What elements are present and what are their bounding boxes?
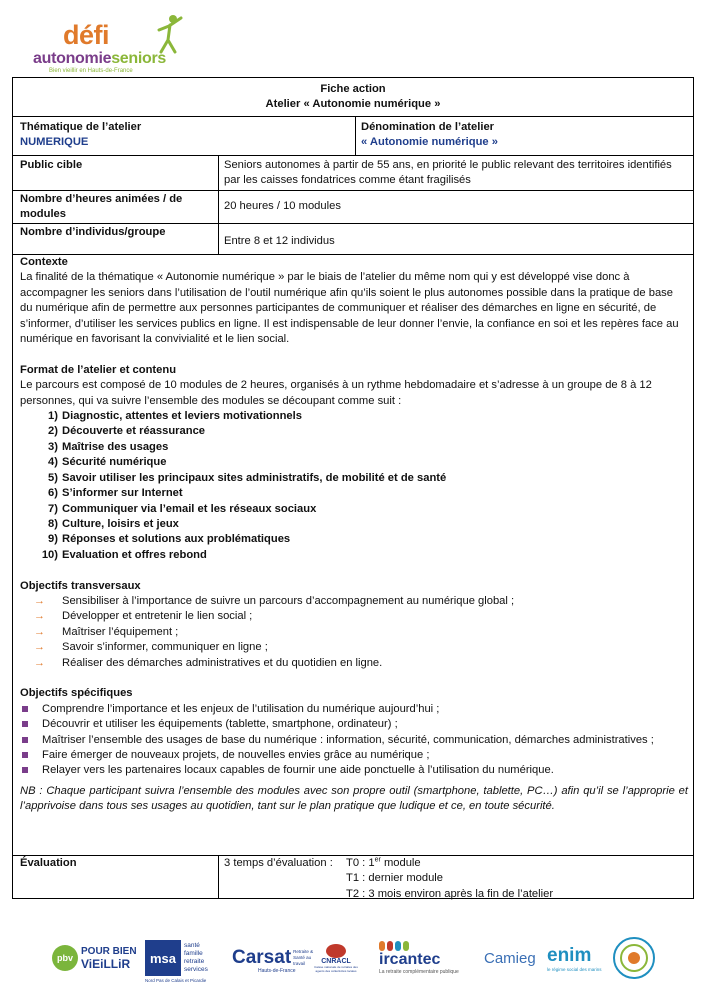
sheet-subtitle: Atelier « Autonomie numérique » xyxy=(265,98,441,111)
module-item xyxy=(20,409,688,424)
transversaux-list xyxy=(20,594,688,671)
evaluation-steps xyxy=(346,856,553,902)
round-seal-icon xyxy=(612,936,656,980)
public-label: Public cible xyxy=(20,159,83,171)
title-row xyxy=(13,78,693,117)
nb-note: NB : Chaque participant suivra l’ensemble des modules avec son propre outil (smartphone, tablette, PC…) afin qu’il se l’approprie et l’apprivoise dans tous ses usages au quotidien, tant sur le plan pratique que ludique et ce, en toute sécurité. xyxy=(20,784,688,813)
module-item xyxy=(20,517,688,532)
logo-tagline: Bien vieillir en Hauts-de-France xyxy=(49,68,133,74)
list-item-text: Réaliser des démarches administratives et du quotidien en ligne. xyxy=(62,656,383,669)
module-number: 9) xyxy=(48,533,58,546)
module-number: 2) xyxy=(48,425,58,438)
list-item xyxy=(20,748,688,763)
list-item xyxy=(20,717,688,732)
msa-line: retraite xyxy=(184,958,205,965)
arrow-icon: → xyxy=(34,641,45,654)
ircantec-wordmark: ircantec xyxy=(379,951,441,968)
fiche-action-table xyxy=(12,77,694,899)
carsat-sub: Hauts-de-France xyxy=(258,968,296,974)
logo-line2-a: autonomie xyxy=(33,50,112,67)
arrow-icon: → xyxy=(34,610,45,623)
content-block xyxy=(13,255,693,856)
module-number: 10) xyxy=(41,548,58,561)
list-item-text: Découvrir et utiliser les équipements (tablette, smartphone, ordinateur) ; xyxy=(42,718,398,731)
pbv-badge-icon: pbv xyxy=(52,945,78,971)
module-label: Culture, loisirs et jeux xyxy=(62,517,179,530)
camieg-wordmark: Camieg xyxy=(484,949,536,967)
t0-text: T0 : 1 xyxy=(346,857,375,869)
partner-logos xyxy=(52,930,667,986)
module-label: S’informer sur Internet xyxy=(62,487,183,500)
senior-figure-icon xyxy=(155,14,185,54)
thematique-cell xyxy=(20,120,141,151)
carsat-side: Retraite & Santé au travail xyxy=(293,949,314,966)
t0-sup: er xyxy=(374,856,381,864)
module-number: 4) xyxy=(48,456,58,469)
cnracl-wordmark: CNRACL xyxy=(321,957,351,965)
individus-value: Entre 8 et 12 individus xyxy=(224,235,335,247)
module-item xyxy=(20,424,688,439)
list-item xyxy=(20,702,688,717)
evaluation-t1: T1 : dernier module xyxy=(346,872,444,885)
pbv-line1: POUR BIEN xyxy=(81,946,137,957)
list-item xyxy=(20,594,688,609)
module-item xyxy=(20,471,688,486)
module-label: Savoir utiliser les principaux sites administratifs, de mobilité et de santé xyxy=(62,471,447,484)
module-number: 6) xyxy=(48,487,58,500)
arrow-icon: → xyxy=(34,625,45,638)
heures-value: 20 heures / 10 modules xyxy=(224,200,341,212)
thematique-value: NUMERIQUE xyxy=(20,136,89,149)
sheet-title: Fiche action xyxy=(320,83,386,95)
evaluation-label: Évaluation xyxy=(20,857,77,869)
denomination-label: Dénomination de l’atelier xyxy=(361,121,495,133)
content-inner xyxy=(20,255,688,815)
individus-row xyxy=(13,224,693,255)
individus-label: Nombre d’individus/groupe xyxy=(20,226,166,238)
list-item xyxy=(20,656,688,671)
module-label: Découverte et réassurance xyxy=(62,425,206,438)
column-divider xyxy=(218,156,219,190)
evaluation-t0 xyxy=(346,856,553,871)
list-item xyxy=(20,733,688,748)
square-bullet-icon xyxy=(22,706,28,712)
carsat-logo xyxy=(232,930,317,986)
module-item xyxy=(20,532,688,547)
msa-mark-icon: msa xyxy=(145,940,181,976)
evaluation-t2: T2 : 3 mois environ après la fin de l’atelier xyxy=(346,887,554,900)
public-value: Seniors autonomes à partir de 55 ans, en priorité le public relevant des territoires identifiés par les caisses fondatrices comme étant fragilisés xyxy=(224,159,672,187)
ircantec-sub: La retraite complémentaire publique xyxy=(379,969,459,975)
enim-wordmark: enim xyxy=(547,944,592,966)
carsat-wordmark: Carsat xyxy=(232,947,292,968)
square-bullet-icon xyxy=(22,721,28,727)
contexte-text: La finalité de la thématique « Autonomie numérique » par le biais de l’atelier du même nom qui y est développé vise donc à accompagner les seniors dans l’utilisation de l’outil numérique afin qu’ils soient le plus autonomes possible dans la pratique de base du numérique afin de permettre aux personnes participantes de communiquer et réaliser des démarches en ligne en sécurité, de s’informer, d’utiliser les services publics en ligne. Il est indispensable de leur donner l’envie, la confiance en soi et les repères face au numérique en favorisant la convivialité et le lien social. xyxy=(20,271,679,346)
column-divider xyxy=(218,856,219,899)
column-divider xyxy=(355,117,356,155)
module-label: Communiquer via l’email et les réseaux sociaux xyxy=(62,502,317,515)
list-item-text: Relayer vers les partenaires locaux capables de fournir une aide ponctuelle à l’utilisation du numérique. xyxy=(42,764,554,777)
list-item-text: Développer et entretenir le lien social ; xyxy=(62,610,253,623)
module-number: 1) xyxy=(48,410,58,423)
list-item-text: Comprendre l’importance et les enjeux de l’utilisation du numérique aujourd’hui ; xyxy=(42,702,440,715)
list-item-text: Sensibiliser à l’importance de suivre un parcours d’accompagnement au numérique global ; xyxy=(62,594,515,607)
format-title: Format de l’atelier et contenu xyxy=(20,363,177,376)
module-label: Réponses et solutions aux problématiques xyxy=(62,533,291,546)
module-number: 5) xyxy=(48,471,58,484)
module-number: 8) xyxy=(48,517,58,530)
pbv-line2: ViEiLLiR xyxy=(81,957,131,971)
cnracl-sub: Caisse nationale de retraites des agents des collectivités locales xyxy=(314,964,358,973)
list-item-text: Savoir s’informer, communiquer en ligne ; xyxy=(62,641,268,654)
logo-line2-b: seniors xyxy=(111,50,167,67)
defi-autonomie-seniors-logo xyxy=(33,14,193,76)
module-label: Evaluation et offres rebond xyxy=(62,548,207,561)
logo-line2 xyxy=(33,50,166,68)
camieg-logo xyxy=(484,930,536,986)
t0-text-end: module xyxy=(380,857,421,869)
list-item xyxy=(20,609,688,624)
heures-label: Nombre d’heures animées / de modules xyxy=(20,193,183,221)
denomination-cell xyxy=(361,120,498,151)
list-item-text: Maîtriser l’ensemble des usages de base du numérique : information, sécurité, communication, démarches administratives ; xyxy=(42,733,654,746)
list-item xyxy=(20,763,688,778)
pbv-text xyxy=(81,946,137,970)
cnracl-logo xyxy=(314,930,358,986)
module-number: 3) xyxy=(48,440,58,453)
arrow-icon: → xyxy=(34,656,45,669)
msa-line: services xyxy=(184,966,208,973)
msa-line: santé xyxy=(184,942,200,949)
msa-sub: Nord Pas de Calais et Picardie xyxy=(145,978,207,983)
module-label: Sécurité numérique xyxy=(62,456,167,469)
seal-logo xyxy=(612,930,656,986)
msa-logo xyxy=(145,930,208,986)
arrow-icon: → xyxy=(34,594,45,607)
transversaux-title: Objectifs transversaux xyxy=(20,579,141,592)
module-label: Maîtrise des usages xyxy=(62,440,169,453)
ircantec-figures-icon xyxy=(379,941,409,951)
square-bullet-icon xyxy=(22,752,28,758)
evaluation-row xyxy=(13,856,693,899)
msa-line: famille xyxy=(184,950,203,957)
square-bullet-icon xyxy=(22,767,28,773)
module-number: 7) xyxy=(48,502,58,515)
enim-sub: le régime social des marins xyxy=(547,966,602,972)
evaluation-intro: 3 temps d’évaluation : xyxy=(224,857,333,869)
enim-logo xyxy=(547,930,602,986)
list-item-text: Faire émerger de nouveaux projets, de nouvelles envies grâce au numérique ; xyxy=(42,749,430,761)
thematique-label: Thématique de l’atelier xyxy=(20,121,142,133)
logo-line1: défi xyxy=(63,20,110,50)
list-item xyxy=(20,625,688,640)
ircantec-logo xyxy=(379,930,459,986)
column-divider xyxy=(218,191,219,223)
denomination-value: « Autonomie numérique » xyxy=(361,136,498,149)
module-label: Diagnostic, attentes et leviers motivationnels xyxy=(62,410,302,423)
cnracl-emblem-icon xyxy=(326,944,346,958)
module-list xyxy=(20,409,688,563)
list-item-text: Maîtriser l’équipement ; xyxy=(62,625,179,638)
specifiques-list xyxy=(20,702,688,779)
specifiques-title: Objectifs spécifiques xyxy=(20,687,133,700)
thematique-row xyxy=(13,117,693,156)
heures-row xyxy=(13,191,693,224)
module-item xyxy=(20,486,688,501)
format-intro: Le parcours est composé de 10 modules de 2 heures, organisés à un rythme hebdomadaire et s’adresse à un groupe de 8 à 12 personnes, qui va suivre l’ensemble des modules se découpant comme suit : xyxy=(20,379,652,407)
module-item xyxy=(20,502,688,517)
list-item xyxy=(20,640,688,655)
module-item xyxy=(20,455,688,470)
square-bullet-icon xyxy=(22,737,28,743)
msa-text xyxy=(184,942,208,974)
module-item xyxy=(20,440,688,455)
column-divider xyxy=(218,224,219,254)
pour-bien-vieillir-logo xyxy=(52,930,137,986)
public-row xyxy=(13,156,693,191)
contexte-title: Contexte xyxy=(20,256,68,268)
module-item xyxy=(20,548,688,563)
